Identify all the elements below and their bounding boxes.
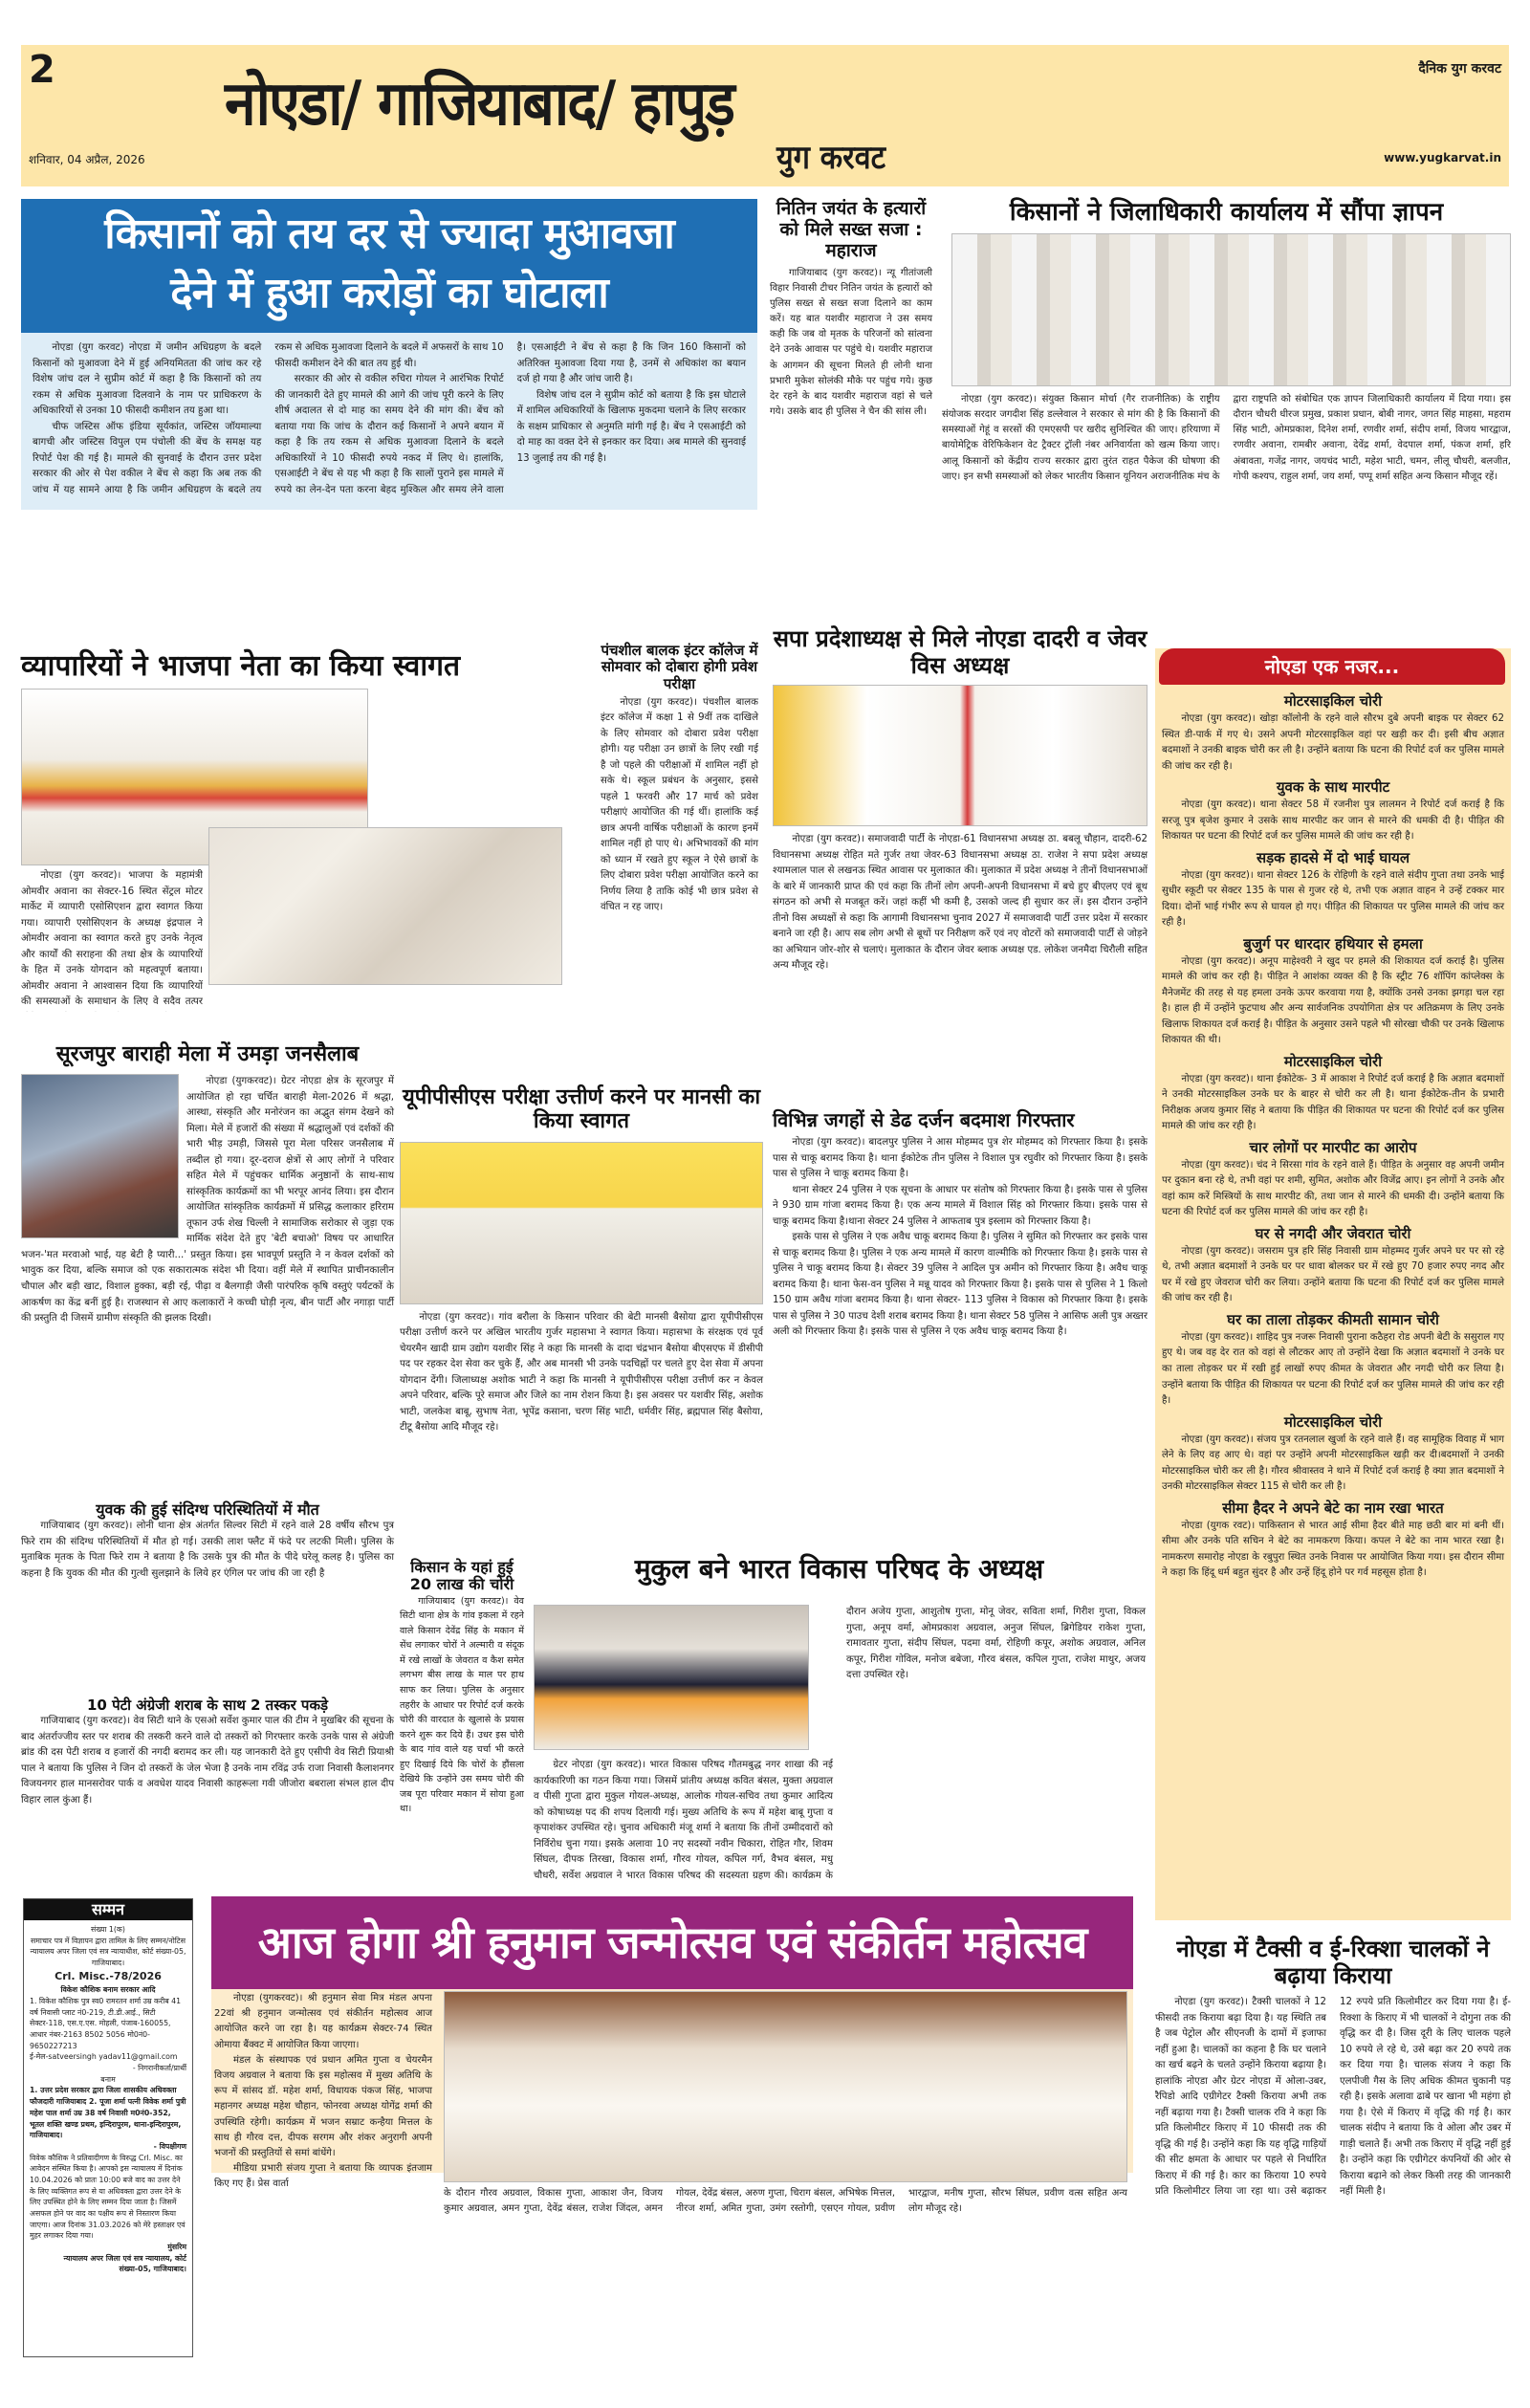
brief-text: नोएडा (युग करवट)। शाहिद पुत्र नजरू निवासी पुराना कठैहरा रोड अपनी बेटी के ससुराल गए हुए थे। जब वह देर रात को वहां से लौटकर आए तो उन्होंने देखा कि अज्ञात बदमाशों ने उनके घर का ताला तोड़कर घर में रखी हुई लाखों रुपए कीमत के जेवरात और नगदी चोरी कर लिया है। उन्होंने बताया कि पीड़ित की शिकायत पर घटना की रिपोर्ट दर्ज कर पुलिस मामले की जांच कर रही है। [1162, 1331, 1504, 1407]
brief-headline: घर का ताला तोड़कर कीमती सामान चोरी [1227, 1310, 1439, 1328]
notice-title: सम्मन [24, 1899, 192, 1920]
news-brief-item [1162, 934, 1504, 1049]
article-headline: नोएडा में टैक्सी व ई-रिक्शा चालकों ने बढ़ाया किराया [1176, 1936, 1490, 1989]
paragraph: नोएडा (युग करवट) नोएडा में जमीन अधिग्रहण के बदले किसानों को मुआवजा देने में हुई अनियमितता की जांच कर रहे विशेष जांच दल ने सुप्रीम कोर्ट में कहा है कि किसानों को तय रकम से अधिक मुआवजा दिलवाने के नाम पर प्राधिकरण के अधिकारियों से उनका 10 फीसदी कमीशन तय हुआ था। [33, 342, 262, 417]
article-headline: व्यापारियों ने भाजपा नेता का किया स्वागत [21, 649, 461, 683]
article-taxi [1155, 1937, 1511, 2200]
article-body [601, 695, 758, 916]
news-brief-item [1162, 1052, 1504, 1135]
brief-text: नोएडा (युग करवट)। चंद ने सिरसा गांव के रहने वाले हैं। पीड़ित के अनुसार वह अपनी जमीन पर दुकान बना रहे थे, तभी वहां पर शमी, सुमित, अशोक और विजेंद्र आए। इन लोगों ने उनके और वहां काम करें मिस्त्रियों के साथ मारपीट की, तथा जान से मारने की धमकी दी। उन्होंने बताया कि घटना की रिपोर्ट दर्ज कर पुलिस मामले की जांच कर रही है। [1162, 1159, 1504, 1218]
article-headline: युवक की हुई संदिग्ध परिस्थितियों में मौत [96, 1500, 319, 1519]
paragraph: मंडल के संस्थापक एवं प्रधान अमित गुप्ता व चेयरमैन विजय अग्रवाल ने बताया कि इस महोत्सव में मुख्य अतिथि के रूप में सांसद डॉ. महेश शर्मा, विधायक पंकज सिंह, भाजपा महानगर अध्यक्ष महेश चौहान, फोनरवा अध्यक्ष योगेंद्र शर्मा की उपस्थिति रहेगी। कार्यक्रम में भजन सम्राट कन्हैया मित्तल के साथ ही गौरव दत्त, दीपक सरगम और शंकर अनुरागी अपनी भजनों की प्रस्तुतियों से समां बांधेंगे। [214, 2054, 432, 2158]
case-number: Crl. Misc.-78/2026 [55, 1969, 162, 1982]
notice-line: संख्या 1(क) [91, 1925, 125, 1934]
brief-text: नोएडा (युग करवट)। खोड़ा कॉलोनी के रहने वाले सौरभ दुबे अपनी बाइक पर सेक्टर 62 स्थित डी-पार्क में गए थे। उसने अपनी मोटरसाइकिल वहां पर खड़ी कर दी। इसी बीच अज्ञात बदमाशों ने उनकी बाइक चोरी कर ली है। उन्होंने बताया कि घटना की रिपोर्ट दर्ज कर पुलिस मामले की जांच कर रही है। [1162, 713, 1504, 772]
signatory: मुंसरिम [167, 2243, 186, 2252]
news-brief-item [1162, 1138, 1504, 1221]
article-badmash [773, 1109, 1148, 1341]
article-body [773, 1135, 1148, 1341]
paragraph: नोएडा (युगकरवट)। ग्रेटर नोएडा क्षेत्र के सूरजपुर में आयोजित हो रहा चर्चित बाराही मेला-2026 में श्रद्धा, आस्था, संस्कृति और मनोरंजन का अद्भुत संगम देखने को मिला। मेले में हजारों की संख्या में श्रद्धालुओं एवं दर्शकों की भारी भीड़ उमड़ी, जिससे पूरा मेला परिसर जनसैलाब में तब्दील हो गया। दूर-दराज क्षेत्रों से आए लोगों ने परिवार सहित मेले में पहुंचकर धार्मिक अनुष्ठानों के साथ-साथ सांस्कृतिक कार्यक्रमों का भी भरपूर आनंद लिया। इस दौरान आयोजित सांस्कृतिक कार्यक्रमों में प्रसिद्ध कलाकार हरिराम तूफान उर्फ शेख चिल्ली ने सामाजिक सरोकार से जुड़ा एक मार्मिक संदेश देते हुए 'बेटी बचाओ' विषय पर आधारित भजन-'मत मरवाओ भाई, यह बेटी है प्यारी...' प्रस्तुत किया। इस भावपूर्ण प्रस्तुति ने न केवल दर्शकों को भावुक कर दिया, बल्कि समाज को एक सकारात्मक संदेश भी दिया। वहीं मेले में स्थापित प्राचीनकालीन चौपाल और बड़ी खाट, विशाल हुक्का, बड़ी रई, पीढ़ा व बैलगाड़ी जैसी पारंपरिक कृषि वस्तुएं पर्यटकों के आकर्षण का केंद्र बनीं हुई है। राजस्थान से आए कलाकारों ने कच्ची घोड़ी नृत्य, बीन पार्टी और नगाड़ा पार्टी की प्रस्तुति दी जिसमें ग्रामीण संस्कृति की झलक दिखी। [21, 1076, 394, 1324]
article-headline: 10 पेटी अंग्रेजी शराब के साथ 2 तस्कर पकड़े [86, 1697, 328, 1714]
case-title: विकेश कौशिक बनाम सरकार आदि [60, 1985, 156, 1995]
paragraph: नोएडा (युग करवट)। भाजपा के महामंत्री ओमवीर अवाना का सेक्टर-16 स्थित सेंट्रल मोटर मार्केट में व्यापारी एसोसिएशन द्वारा स्वागत किया गया। व्यापारी एसोसिएशन के अध्यक्ष इंद्रपाल ने ओमवीर अवाना का स्वागत करते हुए उनके नेतृत्व और कार्यों की सराहना की तथा क्षेत्र के व्यापारियों के हित में उनके योगदान को महत्वपूर्ण बताया। ओमवीर अवाना ने आश्वासन दिया कि व्यापारियों की समस्याओं के समाधान के लिए वे सदैव तत्पर [21, 870, 203, 1008]
photo-hanuman-poster-release [444, 1991, 1127, 2182]
news-brief-list [1162, 689, 1504, 1582]
paragraph: मीडिया प्रभारी संजय गुप्ता ने बताया कि व्यापक इंतजाम किए गए हैं। प्रेस वार्ता [214, 2163, 432, 2190]
hanuman-headline: आज होगा श्री हनुमान जन्मोत्सव एवं संकीर्तन महोत्सव [211, 1896, 1133, 1989]
article-mukul [531, 1554, 1148, 1585]
news-brief-item [1162, 848, 1504, 931]
respondent-role: - विपक्षीगण [153, 2141, 186, 2151]
brief-headline: घर से नगदी और जेवरात चोरी [1255, 1224, 1411, 1242]
article-body [1155, 1995, 1511, 2200]
paragraph: गाजियाबाद (युग करवट)। वेव सिटी थाना क्षेत्र के गांव इकला में रहने वाले किसान देवेंद्र सिंह के मकान में सेंध लगाकर चोरों ने अल्मारी व संदूक में रखे लाखों के जेवरात व कैश समेत लगभग बीस लाख के माल पर हाथ साफ कर लिया। पुलिस के अनुसार तहरीर के आधार पर रिपोर्ट दर्ज करके चोरी की वारदात के खुलासे के प्रयास करने शुरू कर दिये हैं। उधर इस चोरी के बाद गांव वाले यह चर्चा भी करते हुए दिखाई दिये कि चोरों के हौंसला देखिये कि उन्होंने उस समय चोरी की जब पूरा परिवार मकान में सोया हुआ था। [400, 1595, 524, 1815]
paragraph: सरकार की ओर से वकील रुचिरा गोयल ने आरंभिक रिपोर्ट की जानकारी देते हुए मामले की आगे की जांच पूरी करने के लिए शीर्ष अदालत से दो माह का समय देने की मांग की। बेंच को बताया गया कि जांच के दौरान कई किसानों ने अपने बयान में कहा है कि तय रकम से अधिक मुआवजा दिलाने के बदले अधिकारियों ने 10 फीसदी रुपये नकद में लिए थे। हालांकि, एसआईटी ने बेंच से यह भी कहा है कि सालों पुराने इस मामले में रुपये का लेन-देन पता करना बेहद मुश्किल और समय लेने वाला है। एसआईटी ने बेंच से कहा है कि जिन 160 किसानों को अतिरिक्त मुआवजा दिया गया है, उनमें से अधिकांश का बयान दर्ज हो गया है और जांच जारी है। [274, 342, 746, 495]
lead-article-body [21, 333, 757, 510]
brief-text: नोएडा (युग करवट)। जसराम पुत्र हरि सिंह निवासी ग्राम मोहम्मद गुर्जर अपने घर पर सो रहे थे, तभी अज्ञात बदमाशों ने उनके घर पर धावा बोलकर घर में रखे हुए 70 हजार रुपए नगद और घर में रखे हुए जेवराज चोरी कर लिया। उन्होंने बताया कि घटना की रिपोर्ट दर्ज कर पुलिस मामले की जांच कर रही है। [1162, 1245, 1504, 1304]
legal-notice-summons [23, 1898, 193, 2357]
lead-headline-line-1: किसानों को तय दर से ज्यादा मुआवजा [104, 209, 674, 258]
paragraph: गाजियाबाद (युग करवट)। न्यू गीतांजली विहार निवासी टीचर नितिन जयंत के हत्यारों को पुलिस सख्त से सख्त सजा दिलाने का काम करें। यह बात यशवीर महाराज ने उस समय कही कि जब वो मृतक के परिजनों को सांत्वना देने उनके आवास पर पहुंचे थे। यशवीर महाराज के आगमन की सूचना मिलते ही लोनी थाना प्रभारी मुकेश सोलंकी मौके पर पहुंच गये। कुछ देर रहने के बाद यशवीर महाराज वहां से चले गये। उसके बाद ही पुलिस ने चैन की सांस ली। [770, 267, 932, 418]
photo-farmers-memorandum [951, 233, 1511, 386]
article-headline: नितिन जयंत के हत्यारों को मिले सख्त सजा : महाराज [776, 198, 927, 261]
brief-headline: मोटरसाइकिल चोरी [1283, 1052, 1383, 1070]
article-body [400, 1594, 524, 1817]
paragraph: नोएडा (युग करवट)। पंचशील बालक इंटर कॉलेज में कक्षा 1 से 9वीं तक दाखिले के लिए सोमवार को दोबारा प्रवेश परीक्षा होगी। यह परीक्षा उन छात्रों के लिए रखी गई है जो पहले की परीक्षाओं में शामिल नहीं हो सके थे। स्कूल प्रबंधन के अनुसार, इससे पहले 1 फरवरी और 17 मार्च को प्रवेश परीक्षाएं आयोजित की गई थीं। हालांकि कई छात्र अपनी वार्षिक परीक्षाओं के कारण इनमें शामिल नहीं हो पाए थे। अभिभावकों की मांग को ध्यान में रखते हुए स्कूल ने ऐसे छात्रों के लिए दोबारा प्रवेश परीक्षा आयोजित करने का निर्णय लिया है ताकि कोई भी छात्र प्रवेश से वंचित न रह जाए। [601, 696, 758, 913]
article-body [534, 1605, 1146, 1892]
brief-headline: युवक के साथ मारपीट [1276, 778, 1390, 797]
paragraph: के दौरान गौरव अग्रवाल, विकास गुप्ता, आकाश जैन, विजय कुमार अग्रवाल, अमन गुप्ता, देवेंद्र बंसल, राजेश जिंदल, अमन गोयल, देवेंद्र बंसल, अरुण गुप्ता, चिराग बंसल, अभिषेक मित्तल, नीरज शर्मा, अमित गुप्ता, उमंग रस्तोगी, एसएन गोयल, प्रवीण भारद्वाज, मनीष गुप्ता, सौरभ सिंघल, प्रवीण वत्स सहित अन्य लोग मौजूद रहे। [444, 2188, 1127, 2215]
photo-spacer [534, 1605, 833, 1758]
article-headline: सपा प्रदेशाध्यक्ष से मिले नोएडा दादरी व जेवर विस अध्यक्ष [773, 625, 1148, 679]
paragraph: नोएडा (युग करवट)। समाजवादी पार्टी के नोएडा-61 विधानसभा अध्यक्ष ठा. बबलू चौहान, दादरी-62 विधानसभा अध्यक्ष रोहित मते गुर्जर तथा जेवर-63 विधानसभा अध्यक्ष ठा. राजेश ने सपा प्रदेश अध्यक्ष श्यामलाल पाल से लखनऊ स्थित आवास पर मुलाकात की। मुलाकात में प्रदेश अध्यक्ष ने तीनों विधानसभाओं के बारे में जानकारी प्राप्त की एवं कहा कि तीनों लोग अपनी-अपनी विधानसभा में बचे हुए बीएलए एवं बूथ संगठन को अभी से मजबूत करें। जहां कहीं भी कमी है, उसको जल्द ही सुधार कर लें। इस दौरान उन्होंने तीनो विस अध्यक्षों से कहा कि आगामी विधानसभा चुनाव 2027 में समाजवादी पार्टी उत्तर प्रदेश में सरकार बनाने जा रही है। आप सब लोग अभी से बूथों पर निरीक्षण करें एवं नए वोटरों को समाजवादी पार्टी से जोड़ने का अभियान जोर-शोर से चलाएं। मुलाकात के दौरान जेवर ब्लाक अध्यक्ष एड. लोकेश जनमैदा चिरौली सहित अन्य मौजूद रहे। [773, 834, 1148, 972]
paragraph: गाजियाबाद (युग करवट)। वेव सिटी थाने के एसओ सर्वेश कुमार पाल की टीम ने मुखबिर की सूचना के बाद अंतर्राज्जीय स्तर पर शराब की तस्करी करने वाले दो तस्करों को गिरफ्तार करके उनके पास से अंग्रेजी ब्रांड की दस पेटी शराब व हजारों की नगदी बरामद कर ली। यह जानकारी देते हुए एसीपी वेव सिटी प्रियाश्री पाल ने बताया कि पुलिस ने जिन दो तस्करों के जेल भेजा है उनके नाम रविंद्र उर्फ राजा निवासी कैलाशनगर विजयनगर हाल मानसरोवर पार्क व अवधेश यादव निवासी काहरूला गवी जीजोरा बबराला संभल हाल दीप विहार लाल कुंआ हैं। [21, 1716, 394, 1806]
article-headline: किसान के यहां हुई 20 लाख की चोरी [409, 1558, 514, 1594]
photo-mela-stage [21, 1074, 179, 1238]
photo-mansi-welcome [400, 1142, 763, 1304]
lead-headline-line-2: देने में हुआ करोड़ों का घोटाला [170, 269, 608, 317]
notice-line: समाचार पत्र में विज्ञापन द्वारा तामिल के लिए सम्मन/नोटिस [31, 1936, 186, 1945]
section-title: नोएडा/ गाजियाबाद/ हापुड़ [225, 69, 733, 140]
article-kisan-gyapan [942, 199, 1511, 485]
brief-headline: बुजुर्ग पर धारदार हथियार से हमला [1243, 934, 1423, 952]
paragraph: थाना सेक्टर 24 पुलिस ने एक सूचना के आधार पर संतोष को गिरफ्तार किया है। इसके पास से पुलिस ने 930 ग्राम गांजा बरामद किया है। एक अन्य मामले में विशाल सिंह को गिरफ्तार किया। इसके पास से चाकू बरामद किया है।थाना सेक्टर 24 पुलिस ने आफताब पुत्र इस्लाम को गिरफ्तार किया है। [773, 1184, 1148, 1227]
article-body [21, 1074, 394, 1326]
petitioner-role: - निगरानीकर्ता/प्रार्थी [132, 2064, 186, 2073]
article-headline: सूरजपुर बाराही मेला में उमड़ा जनसैलाब [55, 1042, 360, 1066]
brief-text: नोएडा (युग करवट)। संजय पुत्र रतनलाल खुर्जा के रहने वाले हैं। वह सामूहिक विवाह में भाग लेने के लिए वह आए थे। वहां पर उन्होंने अपनी मोटरसाइकिल खड़ी कर दी।बदमाशों ने उनकी मोटरसाइकिल चोरी कर ली है। गौरव श्रीवास्तव ने थाने में रिपोर्ट दर्ज कराई है क्या ज्ञात बदमाशों ने उनकी मोटरसाइकिल सेक्टर 115 से चोरी कर ली है। [1162, 1434, 1504, 1493]
paragraph: नोएडा (युग करवट)। गांव बरौला के किसान परिवार की बेटी मानसी बैसोया द्वारा यूपीपीसीएस परीक्षा उत्तीर्ण करने पर अखिल भारतीय गुर्जर महासभा ने स्वागत किया। महासभा के संरक्षक एवं पूर्व चेयरमैन खादी ग्राम उद्योग यशवीर सिंह ने कहा कि मानसी के दादा चंद्रभान बैसोया बीएसएफ में डीसीपी पद पर रहकर देश सेवा कर चुके हैं, और अब मानसी भी उनके पदचिह्नों पर चलते हुए देश सेवा में अपना योगदान देंगी। जिलाध्यक्ष अशोक भाटी ने कहा कि मानसी ने यूपीपीसीएस परीक्षा उत्तीर्ण कर न केवल अपने परिवार, बल्कि पूरे समाज और जिले का नाम रोशन किया है। इस अवसर पर यशवीर सिंह, अशोक भाटी, जलकेश बाबू, सुभाष नेता, भूपेंद्र कसाना, चरण सिंह भाटी, धर्मवीर सिंह, ब्रह्मपाल सिंह बैसोया, टीटू बैसोया आदि मौजूद रहे। [400, 1311, 763, 1434]
article-body [942, 392, 1511, 485]
paragraph: चीफ जस्टिस ऑफ इंडिया सूर्यकांत, जस्टिस जॉयमाल्या बागची और जस्टिस विपुल एम पंचोली की बेंच के समक्ष यह रिपोर्ट पेश की गई है। मामले की सुनवाई के दौरान उत्तर प्रदेश सरकार की ओर से पेश वकील ने बेंच से कहा कि अब तक की जांच में यह सामने आया है कि जमीन अधिग्रहण के बदले तय रकम से अधिक मुआवजा दिलाने के बदले में अफसरों के साथ 10 फीसदी कमीशन देने की बात तय हुई थी। [33, 342, 504, 495]
issue-date: शनिवार, 04 अप्रैल, 2026 [29, 153, 145, 166]
brief-text: नोएडा (युग करवट)। थाना सेक्टर 126 के रोहिणी के रहने वाले संदीप गुप्ता तथा उनके भाई सुधीर स्कूटी पर सेक्टर 135 के पास से गुजर रहे थे, तभी एक अज्ञात वाहन ने उन्हें टक्कर मार दिया। दोनों भाई गंभीर रूप से घायल हो गए। पीड़ित की शिकायत पर पुलिस मामले की जांच कर रही है। [1162, 869, 1504, 929]
article-body [773, 832, 1148, 974]
news-brief-item [1162, 1412, 1504, 1496]
article-upsc [400, 1085, 763, 1436]
news-brief-item [1162, 691, 1504, 775]
article-headline: पंचशील बालक इंटर कॉलेज में सोमवार को दोबारा होगी प्रवेश परीक्षा [601, 642, 758, 692]
article-headline: विभिन्न जगहों से डेढ दर्जन बदमाश गिरफ्तार [773, 1108, 1075, 1131]
paragraph: नोएडा (युग करवट)। बादलपुर पुलिस ने आस मोहम्मद पुत्र शेर मोहम्मद को गिरफ्तार किया है। इसके पास से चाकू बरामद किया है। थाना ईकोटेक तीन पुलिस ने विशाल पुत्र रघुवीर को गिरफ्तार किया है। इसके पास से पुलिस ने चाकू बरामद किया है। [773, 1137, 1148, 1180]
article-yuvak-maut [21, 1501, 394, 1582]
article-body [21, 1519, 394, 1582]
brief-headline: मोटरसाइकिल चोरी [1283, 692, 1383, 710]
notice-line: न्यायालय अपर जिला एवं सत्र न्यायाधीश, कोर्ट संख्या-05, गाजियाबाद। [30, 1947, 186, 1968]
photo-traders-bouquet [208, 827, 562, 985]
article-headline: मुकुल बने भारत विकास परिषद के अध्यक्ष [634, 1553, 1044, 1585]
article-panchsheel [601, 643, 758, 916]
paragraph: नोएडा (युगकरवट)। श्री हनुमान सेवा मित्र मंडल अपना 22वां श्री हनुमान जन्मोत्सव एवं संकीर्तन महोत्सव आज आयोजित करने जा रहा है। यह कार्यक्रम सेक्टर-74 स्थित ओमाया बैंक्वट में आयोजित किया जाएगा। [214, 1993, 432, 2050]
petitioner-details: 1. विकेश कौशिक पुत्र स्व0 रामरतन शर्मा उम्र करीब 41 वर्ष निवासी प्लाट नं0-219, टी.डी.आई., सिटी सेक्टर-118, एस.ए.एस. मोहली, पंजाब-160055, आधार नंबर-2163 8502 5056 मो0नं0-9650227213 [30, 1996, 182, 2050]
brief-headline: चार लोगों पर मारपीट का आरोप [1249, 1138, 1417, 1156]
article-nitin [770, 199, 932, 420]
petitioner-email: ई-मेल-satveersingh yadav11@gmail.com [30, 2052, 178, 2062]
paragraph: गाजियाबाद (युग करवट)। लोनी थाना क्षेत्र अंतर्गत सिल्वर सिटी में रहने वाले 28 वर्षीय सौरभ पुत्र फिरे राम की संदिग्ध परिस्थितियों में मौत हो गई। उसकी लाश फ्लैट में फंदे पर लटकी मिली। पुलिस के मुताबिक मृतक के पिता फिरे राम ने बताया है कि उसके पुत्र की मौत के पीदे घरेलू कलह है। पुलिस का कहना है कि युवक की मौत की गुत्थी सुलझाने के लिये हर एंगिल पर जांच की जा रही है [21, 1521, 394, 1579]
news-brief-item [1162, 1499, 1504, 1582]
paragraph: नोएडा (युग करवट)। संयुक्त किसान मोर्चा (गैर राजनीतिक) के राष्ट्रीय संयोजक सरदार जगदीश सिंह डल्लेवाल ने सरकार से मांग की है कि किसानों की समस्याओं गेहूं व सरसों की एमएसपी पर खरीद सुनिश्चित की जाए। हरियाणा में बायोमेट्रिक वेरिफिकेशन वेट ट्रैक्टर ट्रॉली नंबर अनिवार्यता को खत्म किया जाए। आलू किसानों को केंद्रीय राज्य सरकार द्वारा तुरंत राहत पैकेज की घोषणा की जाए। इन सभी समस्याओं को लेकर भारतीय किसान यूनियन अराजनीतिक मंच के द्वारा राष्ट्रपति को संबोधित एक ज्ञापन जिलाधिकारी कार्यालय में दिया गया। इस दौरान चौधरी धीरज प्रमुख, प्रकाश प्रधान, बोबी नागर, जगत सिंह माहसा, महराम सिंह भाटी, ओमप्रकाश, दिनेश शर्मा, रणवीर शर्मा, संदीप शर्मा, विजय भारद्वाज, रणवीर अवाना, रामबीर अवाना, देवेंद्र शर्मा, वेदपाल शर्मा, पंकज शर्मा, हरि अंबावता, गजेंद्र नागर, जयचंद भाटी, महेश भाटी, चमन, लीलू चौधरी, बलजीत, गोपी कश्यप, राहुल शर्मा, जय शर्मा, पप्पू शर्मा सहित अन्य किसान मौजूद रहें। [942, 393, 1511, 482]
article-surajpur [21, 1042, 394, 1327]
article-sapa [773, 626, 1148, 974]
brand-name: युग करवट [776, 139, 886, 177]
paragraph: विशेष जांच दल ने सुप्रीम कोर्ट को बताया है कि इस घोटाले में शामिल अधिकारियों के खिलाफ मुकदमा चलाने के लिए सरकार के सक्षम प्राधिकार से अनुमति मांगी गई है। बेंच ने एसआईटी को दो माह का वक्त देने से इनकार कर दिया। अब मामले की सुनवाई 13 जुलाई तय की गई है। [516, 389, 746, 464]
brief-text: नोएडा (युग करवट)। थाना सेक्टर 58 में रजनीश पुत्र लालमन ने रिपोर्ट दर्ज कराई है कि सरजू पुत्र बृजेश कुमार ने उसके साथ मारपीट कर जान से मारने की धमकी दी है। पीड़ित की शिकायत पर घटना की रिपोर्ट दर्ज कर पुलिस मामले की जांच कर रही है। [1162, 799, 1504, 843]
news-brief-item [1162, 777, 1504, 845]
lead-headline [21, 199, 757, 333]
brief-text: नोएडा (युगक रवट)। पाकिस्तान से भारत आई सीमा हैदर बीते माह छठी बार मां बनी थीं। सीमा और उनके पति सचिन ने बेटे का नामकरण किया। कपल ने बेटे का नाम भारत रखा है। नामकरण समारोह नोएडा के रबुपुरा स्थित उनके निवास पर आयोजित किया गया। इस दौरान सीमा ने कहा कि हिंदू धर्म बहुत सुंदर है और उन्हें हिंदू होने पर गर्व महसूस होता है। [1162, 1520, 1504, 1579]
news-brief-title: नोएडा एक नजर... [1159, 648, 1505, 685]
paragraph: ग्रेटर नोएडा (युग करवट)। भारत विकास परिषद गौतमबुद्ध नगर शाखा की नई कार्यकारिणी का गठन किया गया। जिसमें प्रांतीय अध्यक्ष कवित बंसल, मुक्ता अग्रवाल व पीसी गुप्ता द्वारा मुकुल गोयल-अध्यक्ष, आलोक गोयल-सचिव तथा कुमार आदित्य को कोषाध्यक्ष पद की शपथ दिलायी गई। मुख्य अतिथि के रूप में महेश बाबू गुप्ता व कृपाशंकर उपस्थित रहे। चुनाव अधिकारी मंजू शर्मा ने बताया कि तीनों उम्मीदवारों को निर्विरोध चुना गया। इसके अलावा 10 नए सदस्यों नवीन चिकारा, रोहित गौर, शिवम सिंघल, दीपक तिरखा, विकास शर्मा, गौरव गोयल, कपिल गर्ग, वैभव बंसल, मधु चौधरी, सर्वेश अग्रवाल ने भारत विकास परिषद की सदस्यता ग्रहण की। कार्यक्रम के दौरान अजेय गुप्ता, आशुतोष गुप्ता, मोनू जेवर, सविता शर्मा, गिरीश गुप्ता, विकल गुप्ता, अनूप वर्मा, ओमप्रकाश अग्रवाल, अनुज सिंघल, ब्रिगेडियर राकेश गुप्ता, रामावतार गुप्ता, संदीप सिंघल, पदमा वर्मा, रोहिणी कपूर, अशोक अग्रवाल, अनिल कपूर, गिरीश गोविल, मनोज बबेजा, गौरव बंसल, कपिल गुप्ता, राजेश माथुर, अजय दत्ता उपस्थित रहे। [534, 1607, 1146, 1881]
brief-text: नोएडा (युग करवट)। थाना ईकोटेक- 3 में आकाश ने रिपोर्ट दर्ज कराई है कि अज्ञात बदमाशों ने उनकी मोटरसाइकिल उनके घर के बाहर से चोरी कर ली है। थाना ईकोटेक-तीन के प्रभारी निरीक्षक अजय कुमार सिंह ने बताया कि पीड़ित की शिकायत पर घटना की रिपोर्ट दर्ज कर पुलिस मामले की जांच कर रही है। [1162, 1073, 1504, 1132]
website-link[interactable]: www.yugkarvat.in [1384, 151, 1501, 164]
article-body [21, 1714, 394, 1808]
paragraph: नोएडा (युग करवट)। टैक्सी चालकों ने 12 फीसदी तक किराया बढ़ा दिया है। यह स्थिति तब है जब पेट्रोल और सीएनजी के दामों में इजाफा नहीं हुआ है। चालकों का कहना है कि घर चलाने का खर्च बढ़ने के चलते उन्होंने किराया बढ़ाया है। हालांकि नोएडा और ग्रेटर नोएडा में ओला-उबर, रैपिडो आदि एग्रीगेटर टैक्सी किराया अभी तक नहीं बढ़ाया गया है। टैक्सी चालक रवि ने कहा कि प्रति किलोमीटर किराए में 10 फीसदी तक की वृद्धि की गई है। उन्होंने कहा कि यह वृद्धि गाड़ियों की सीट क्षमता के आधार पर पहले से निर्धारित किराए में की गई है। कार का किराया 10 रुपये प्रति किलोमीटर लिया जा रहा था। उसे बढ़ाकर 12 रुपये प्रति किलोमीटर कर दिया गया है। ई-रिक्शा के किराए में भी चालकों ने दोगुना तक की वृद्धि कर दी है। जिस दूरी के लिए चालक पहले 10 रुपये ले रहे थे, उसे बढ़ा कर 20 रुपये तक कर दिया गया है। चालक संजय ने कहा कि एलपीजी गैस के लिए अधिक कीमत चुकानी पड़ रही है। इसके अलावा ढाबे पर खाना भी महंगा हो गया है। ऐसे में किराए में वृद्धि की गई है। कार चालक संदीप ने बताया कि वे ओला और उबर में गाड़ी चलाते हैं। अभी तक किराए में वृद्धि नहीं हुई है। उन्होंने कहा कि एग्रीगेटर कंपनियों की ओर से किराया बढ़ाने को लेकर किसी तरह की जानकारी नहीं मिली है। [1155, 1997, 1511, 2198]
news-brief-item [1162, 1310, 1504, 1410]
brief-headline: मोटरसाइकिल चोरी [1283, 1412, 1383, 1431]
brief-headline: सड़क हादसे में दो भाई घायल [1257, 848, 1410, 866]
brief-text: नोएडा (युग करवट)। अनूप माहेश्वरी ने खुद पर हमले की शिकायत दर्ज कराई है। पुलिस मामले की जांच कर रही है। पीड़ित ने आशंका व्यक्त की है कि स्ट्रीट 76 शॉपिंग कांप्लेक्स के मैनेजमेंट की तरह से यह हमला उनके ऊपर करवाया गया है, क्योंकि उनसे उनका झगड़ा चल रहा है। हाल ही में उन्होंने फुटपाथ और अन्य सार्वजनिक उपयोगिता क्षेत्र पर अतिक्रमण के लिए उनके खिलाफ शिकायत दर्ज कराई है। पीड़ित के अनुसार उसने पहले भी सोरखा चौकी पर उनके खिलाफ शिकायत की थी। [1162, 955, 1504, 1046]
article-headline: यूपीपीसीएस परीक्षा उत्तीर्ण करने पर मानसी का किया स्वागत [402, 1085, 761, 1134]
article-kisan-chori [400, 1559, 524, 1817]
paragraph: इसके पास से पुलिस ने एक अवैध चाकू बरामद किया है। पुलिस ने सुमित को गिरफ्तार कर इसके पास से चाकू बरामद किया है। पुलिस ने एक अन्य मामले में कारण वाल्मीकि को गिरफ्तार किया है। इसके पास से पुलिस ने चाकू बरामद किया है। सेक्टर 39 पुलिस ने आदिल पुत्र अमीन को गिरफ्तार किया है। अवैध चाकू बरामद किया है। थाना फेस-वन पुलिस ने मन्नू यादव को गिरफ्तार किया है। इसके पास से पुलिस ने 1 किलो 150 ग्राम अवैध गांजा बरामद किया है। थाना सेक्टर- 113 पुलिस ने विकास को गिरफ्तार किया है। इसके पास से पुलिस ने 30 पाउच देशी शराब बरामद किया है। थाना सेक्टर 58 पुलिस ने आसिफ अली पुत्र अख्तर अली को गिरफ्तार किया है। इसके पास से पुलिस ने एक अवैध चाकू बरामद किया है। [773, 1232, 1148, 1338]
article-body [21, 868, 203, 1012]
photo-sp-meeting [773, 685, 1148, 826]
news-brief-item [1162, 1224, 1504, 1307]
versus-label: बनाम [100, 2074, 116, 2084]
article-body [770, 266, 932, 421]
article-body [400, 1310, 763, 1436]
hanuman-attendees [444, 2186, 1127, 2217]
court-footer: न्यायालय अपर जिला एवं सत्र न्यायालय, कोर्ट संख्या-05, गाजियाबाद। [63, 2253, 186, 2274]
article-vyapari [21, 650, 595, 684]
hanuman-article-body [214, 1991, 432, 2192]
respondent-details: 1. उत्तर प्रदेश सरकार द्वारा जिला शासकीय अधिवक्ता फौजदारी गाजियाबाद 2. पूजा शर्मा पत्नी विवेक शर्मा पुत्री महेश पाल शर्मा उम्र 38 वर्ष निवासी म0नं0-352, भूतल शक्ति खण्ड प्रथम, इन्दिरापुरम, थाना-इन्दिरापुरम, गाजियाबाद। [30, 2086, 186, 2140]
brief-headline: सीमा हैदर ने अपने बेटे का नाम रखा भारत [1222, 1499, 1444, 1517]
article-headline: किसानों ने जिलाधिकारी कार्यालय में सौंपा ज्ञापन [1009, 198, 1444, 227]
article-sharab [21, 1697, 394, 1808]
paper-name: दैनिक युग करवट [1418, 61, 1501, 77]
page-number: 2 [29, 48, 55, 92]
notice-text: विवेक कौशिक ने प्रतिवादीगण के विरुद्ध Crl. Misc. का आवेदन संस्थित किया है। आपको इस न्यायालय में दिनांक 10.04.2026 को प्रातः 10:00 बजे वाद का उत्तर देने के लिए व्यक्तिगत रूप से या अधिवक्ता द्वारा उत्तर देने के लिए उपस्थित होने के लिए सम्मन दिया जाता है। जिसमें असफल होने पर वाद का पक्षीय रूप से निस्तारण किया जाएगा। आज दिनांक 31.03.2026 को मेरे हस्ताक्षर एवं मुहर लगाकर दिया गया। [30, 2153, 186, 2241]
